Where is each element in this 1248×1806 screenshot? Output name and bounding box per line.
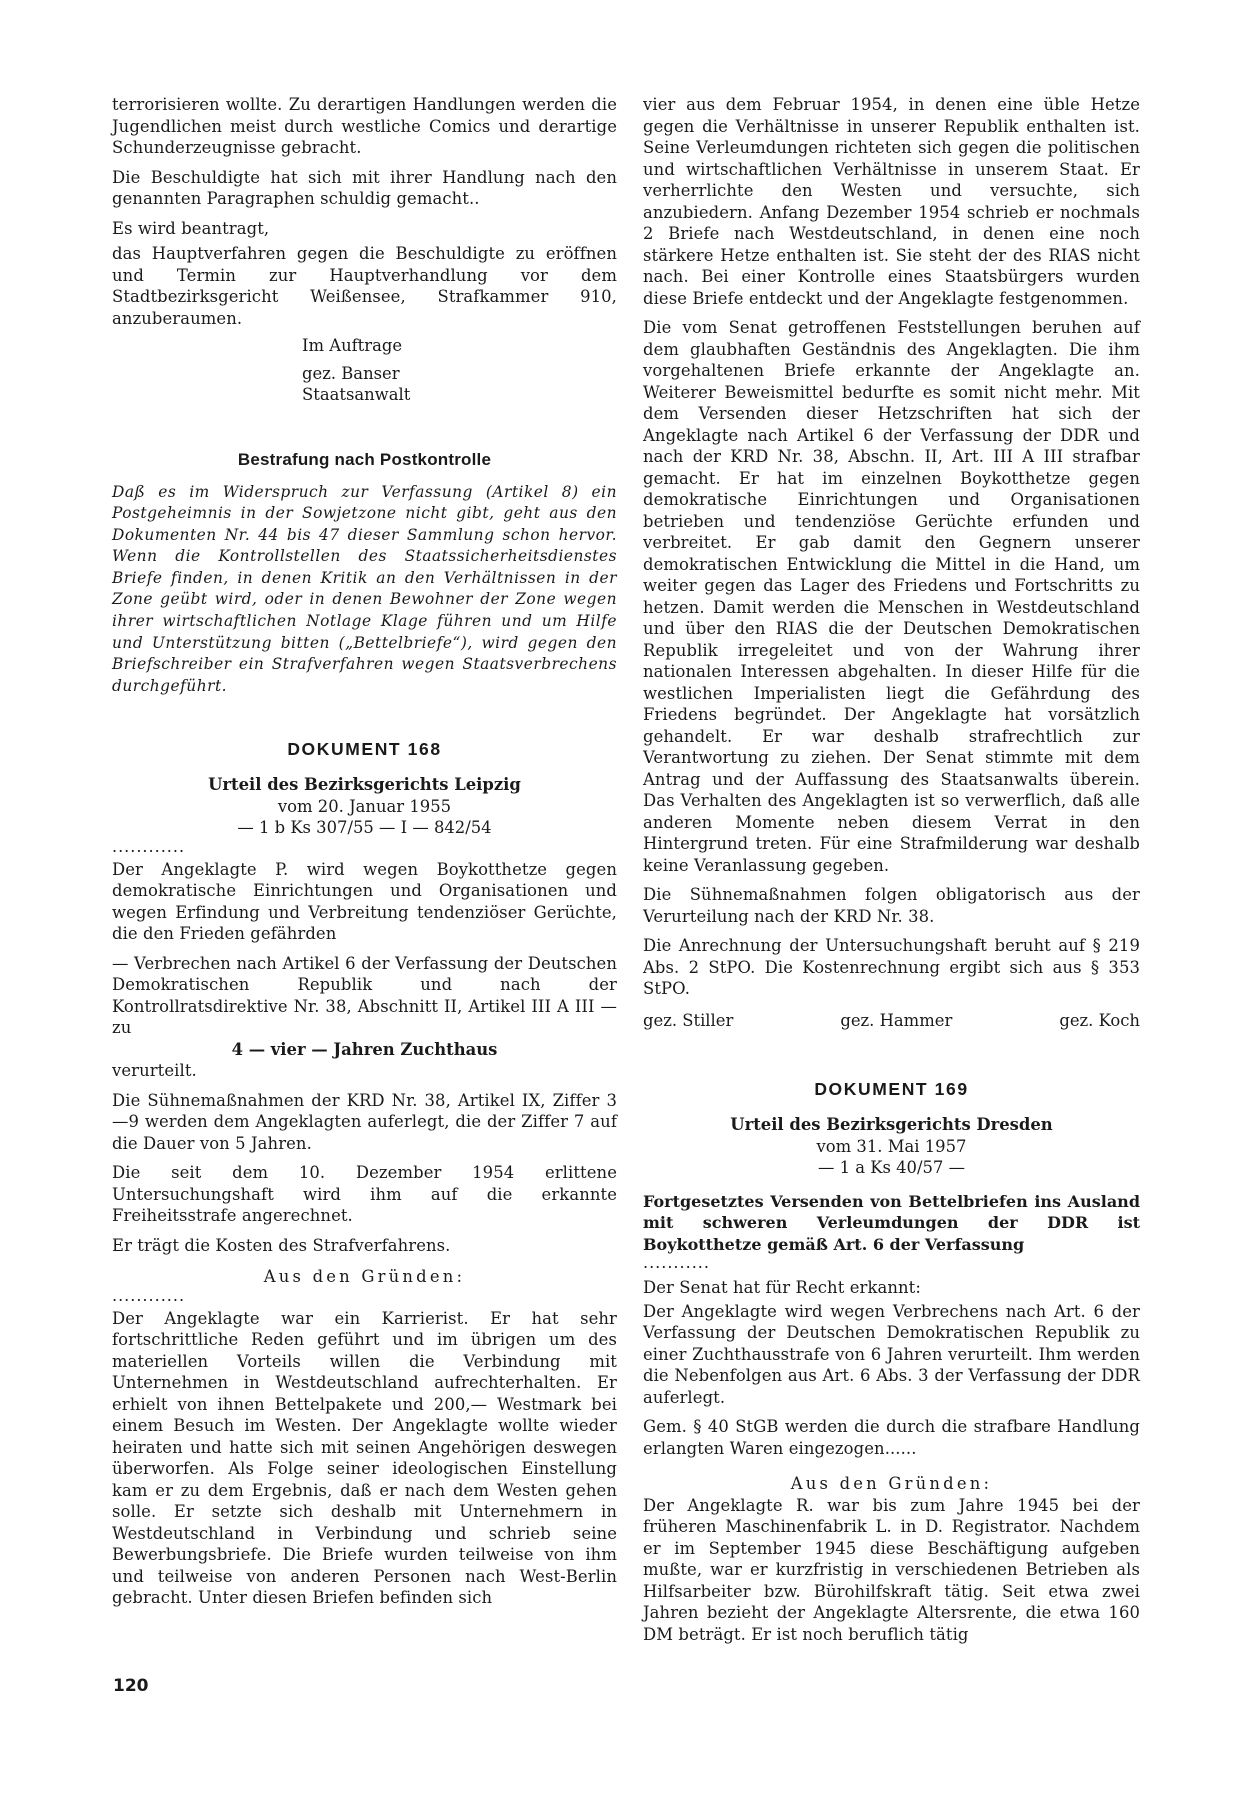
section-title: Bestrafung nach Postkontrolle bbox=[237, 449, 492, 469]
ellipsis-line: ........... bbox=[643, 1253, 710, 1272]
paragraph: Gem. § 40 StGB werden die durch die strafbare Handlung erlangten Waren eingezogen...... bbox=[643, 1417, 1140, 1458]
paragraph: Der Angeklagte P. wird wegen Boykotthetze gegen demokratische Einrichtungen und Organisationen und wegen Erfindung und Verbreitung tendenziöser Gerüchte, die den Frieden gefährden bbox=[112, 859, 617, 944]
paragraph: Die Sühnemaßnahmen folgen obligatorisch aus der Verurteilung nach der KRD Nr. 38. bbox=[643, 885, 1140, 926]
paragraph: terrorisieren wollte. Zu derartigen Handlungen werden die Jugendlichen meist durch westliche Comics und derartige Schunderzeugnisse gebracht. bbox=[112, 95, 617, 157]
paragraph: Der Angeklagte wird wegen Verbrechens nach Art. 6 der Verfassung der Deutschen Demokratischen Republik zu einer Zuchthausstrafe von 6 Jahren verurteilt. Ihm werden die Nebenfolgen aus Art. 6 Abs. 3 der Verfassung der DDR auferlegt. bbox=[643, 1301, 1140, 1407]
grounds-heading: Aus den Gründen: bbox=[263, 1267, 466, 1287]
paragraph: verurteilt. bbox=[112, 1061, 197, 1081]
case-reference: — 1 b Ks 307/55 — I — 842/54 bbox=[237, 818, 492, 838]
court-heading: Urteil des Bezirksgerichts Leipzig bbox=[208, 775, 521, 795]
paragraph: Die Anrechnung der Untersuchungshaft beruht auf § 219 Abs. 2 StPO. Die Kostenrechnung ergibt sich aus § 353 StPO. bbox=[643, 936, 1140, 998]
left-column bbox=[112, 94, 617, 1609]
signature: gez. Stiller bbox=[643, 1010, 734, 1030]
judge-signatures bbox=[643, 1010, 1140, 1032]
paragraph: Der Angeklagte R. war bis zum Jahre 1945 bei der früheren Maschinenfabrik L. in D. Registrator. Nachdem er im September 1945 diese Beschäftigung aufgeben mußte, war er kurzfristig in verschiedenen Betrieben als Hilfsarbeiter bzw. Bürohilfskraft tätig. Seit etwa zwei Jahren bezieht der Angeklagte Altersrente, die etwa 160 DM beträgt. Er ist noch beruflich tätig bbox=[643, 1495, 1140, 1644]
paragraph: vier aus dem Februar 1954, in denen eine üble Hetze gegen die Verhältnisse in unserer Republik enthalten ist. Seine Verleumdungen richteten sich gegen die politischen und wirtschaftlichen Verhältnisse in unserem Staat. Er verherrlichte den Westen und versuchte, sich anzubiedern. Anfang Dezember 1954 schrieb er nochmals 2 Briefe nach Westdeutschland, in denen eine noch stärkere Hetze enthalten ist. Sie steht der des RIAS nicht nach. Bei einer Kontrolle eines Staatsbürgers wurden diese Briefe entdeckt und der Angeklagte festgenommen. bbox=[643, 95, 1140, 308]
paragraph: Der Angeklagte war ein Karrierist. Er hat sehr fortschrittliche Reden geführt und im übrigen um des materiellen Vorteils willen die Verbindung mit Unternehmen in Westdeutschland aufrechterhalten. Er erhielt von ihnen Bettelpakete und 200,— Westmark bei einem Besuch im Westen. Der Angeklagte wollte wieder heiraten und hatte sich mit seinen Angehörigen deswegen überworfen. Als Folge seiner ideologischen Einstellung kam er zu dem Ergebnis, daß er nach dem Westen gehen solle. Er setzte sich deshalb mit Unternehmern in Westdeutschland in Verbindung und schrieb seine Bewerbungsbriefe. Die Briefe wurden teilweise von ihm und teilweise von anderen Personen nach West-Berlin gebracht. Unter diesen Briefen befinden sich bbox=[112, 1308, 617, 1608]
paragraph: Er trägt die Kosten des Strafverfahrens. bbox=[112, 1235, 451, 1255]
paragraph: Die seit dem 10. Dezember 1954 erlittene Untersuchungshaft wird ihm auf die erkannte Freiheitsstrafe angerechnet. bbox=[112, 1163, 617, 1226]
paragraph: das Hauptverfahren gegen die Beschuldigte zu eröffnen und Termin zur Hauptverhandlung vor dem Stadtbezirksgericht Weißensee, Strafkammer 910, anzuberaumen. bbox=[112, 244, 617, 328]
judgment-date: vom 20. Januar 1955 bbox=[277, 796, 452, 816]
document-title: DOKUMENT 168 bbox=[287, 739, 442, 760]
editorial-intro: Daß es im Widerspruch zur Verfassung (Artikel 8) ein Postgeheimnis in der Sowjetzone nicht gibt, geht aus den Dokumenten Nr. 44 bis 47 dieser Sammlung schon hervor. Wenn die Kontrollstellen des Staatssicherheitsdienstes Briefe finden, in denen Kritik an den Verhältnissen in der Zone geübt wird, oder in denen Bewohner der Zone wegen ihrer wirtschaftlichen Notlage Klage führen und um Hilfe und Unterstützung bitten („Bettelbriefe“), wird gegen den Briefschreiber ein Strafverfahren wegen Staatsverbrechens durchgeführt. bbox=[112, 482, 617, 695]
grounds-heading: Aus den Gründen: bbox=[790, 1474, 993, 1493]
ellipsis-line: ............ bbox=[112, 836, 186, 856]
judgment-date: vom 31. Mai 1957 bbox=[816, 1136, 967, 1156]
headnote: Fortgesetztes Versenden von Bettelbriefen ins Ausland mit schweren Verleumdungen der DDR ist Boykotthetze gemäß Art. 6 der Verfassung bbox=[643, 1191, 1140, 1254]
paragraph: — Verbrechen nach Artikel 6 der Verfassung der Deutschen Demokratischen Republik und nach der Kontrollratsdirektive Nr. 38, Abschnitt II, Artikel III A III — zu bbox=[112, 953, 617, 1038]
paragraph: Es wird beantragt, bbox=[112, 218, 270, 238]
signature: gez. Hammer bbox=[840, 1010, 953, 1030]
page-number: 120 bbox=[113, 1676, 149, 1696]
paragraph: Die vom Senat getroffenen Feststellungen beruhen auf dem glaubhaften Geständnis des Angeklagten. Die ihm vorgehaltenen Briefe erkannte der Angeklagte an. Weiterer Beweismittel bedurfte es somit nicht mehr. Mit dem Versenden dieser Hetzschriften hat sich der Angeklagte nach Artikel 6 der Verfassung der DDR und nach der KRD Nr. 38, Abschn. II, Art. III A III strafbar gemacht. Er hat im einzelnen Boykotthetze gegen demokratische Einrichtungen und Organisationen betrieben und tendenziöse Gerüchte erfunden und verbreitet. Er gab damit den Gegnern unserer demokratischen Entwicklung die Mittel in die Hand, um weiter gegen das Lager des Friedens und Fortschritts zu hetzen. Damit werden die Menschen in Westdeutschland und über den RIAS die der Deutschen Demokratischen Republik irregeleitet und von der Wahrung ihrer nationalen Interessen abgehalten. In dieser Hilfe für die westlichen Imperialisten liegt die Gefährdung des Friedens begründet. Der Angeklagte hat vorsätzlich gehandelt. Er war deshalb strafrechtlich zur Verantwortung zu ziehen. Der Senat stimmte mit dem Antrag und der Auffassung des Staatsanwalts überein. Das Verhalten des Angeklagten ist so verwerflich, daß alle anderen Momente neben diesem Verrat in den Hintergrund treten. Für eine Strafmilderung war deshalb keine Veranlassung gegeben. bbox=[643, 318, 1140, 875]
sentence-line: 4 — vier — Jahren Zuchthaus bbox=[231, 1039, 498, 1059]
signature: gez. Koch bbox=[1059, 1010, 1140, 1030]
signature-line: Staatsanwalt bbox=[302, 385, 411, 404]
right-column bbox=[643, 94, 1140, 1645]
court-heading: Urteil des Bezirksgerichts Dresden bbox=[730, 1115, 1053, 1134]
paragraph: Der Senat hat für Recht erkannt: bbox=[643, 1278, 921, 1297]
case-reference: — 1 a Ks 40/57 — bbox=[818, 1158, 965, 1177]
ellipsis-line: ............ bbox=[112, 1285, 186, 1305]
paragraph: Die Sühnemaßnahmen der KRD Nr. 38, Artikel IX, Ziffer 3—9 werden dem Angeklagten auferlegt, die der Ziffer 7 auf die Dauer von 5 Jahren. bbox=[112, 1090, 617, 1153]
paragraph: Die Beschuldigte hat sich mit ihrer Handlung nach den genannten Paragraphen schuldig gemacht.. bbox=[112, 167, 617, 208]
document-title: DOKUMENT 169 bbox=[814, 1079, 969, 1099]
signature-line: Im Auftrage bbox=[302, 336, 403, 355]
signature-line: gez. Banser bbox=[302, 363, 400, 383]
